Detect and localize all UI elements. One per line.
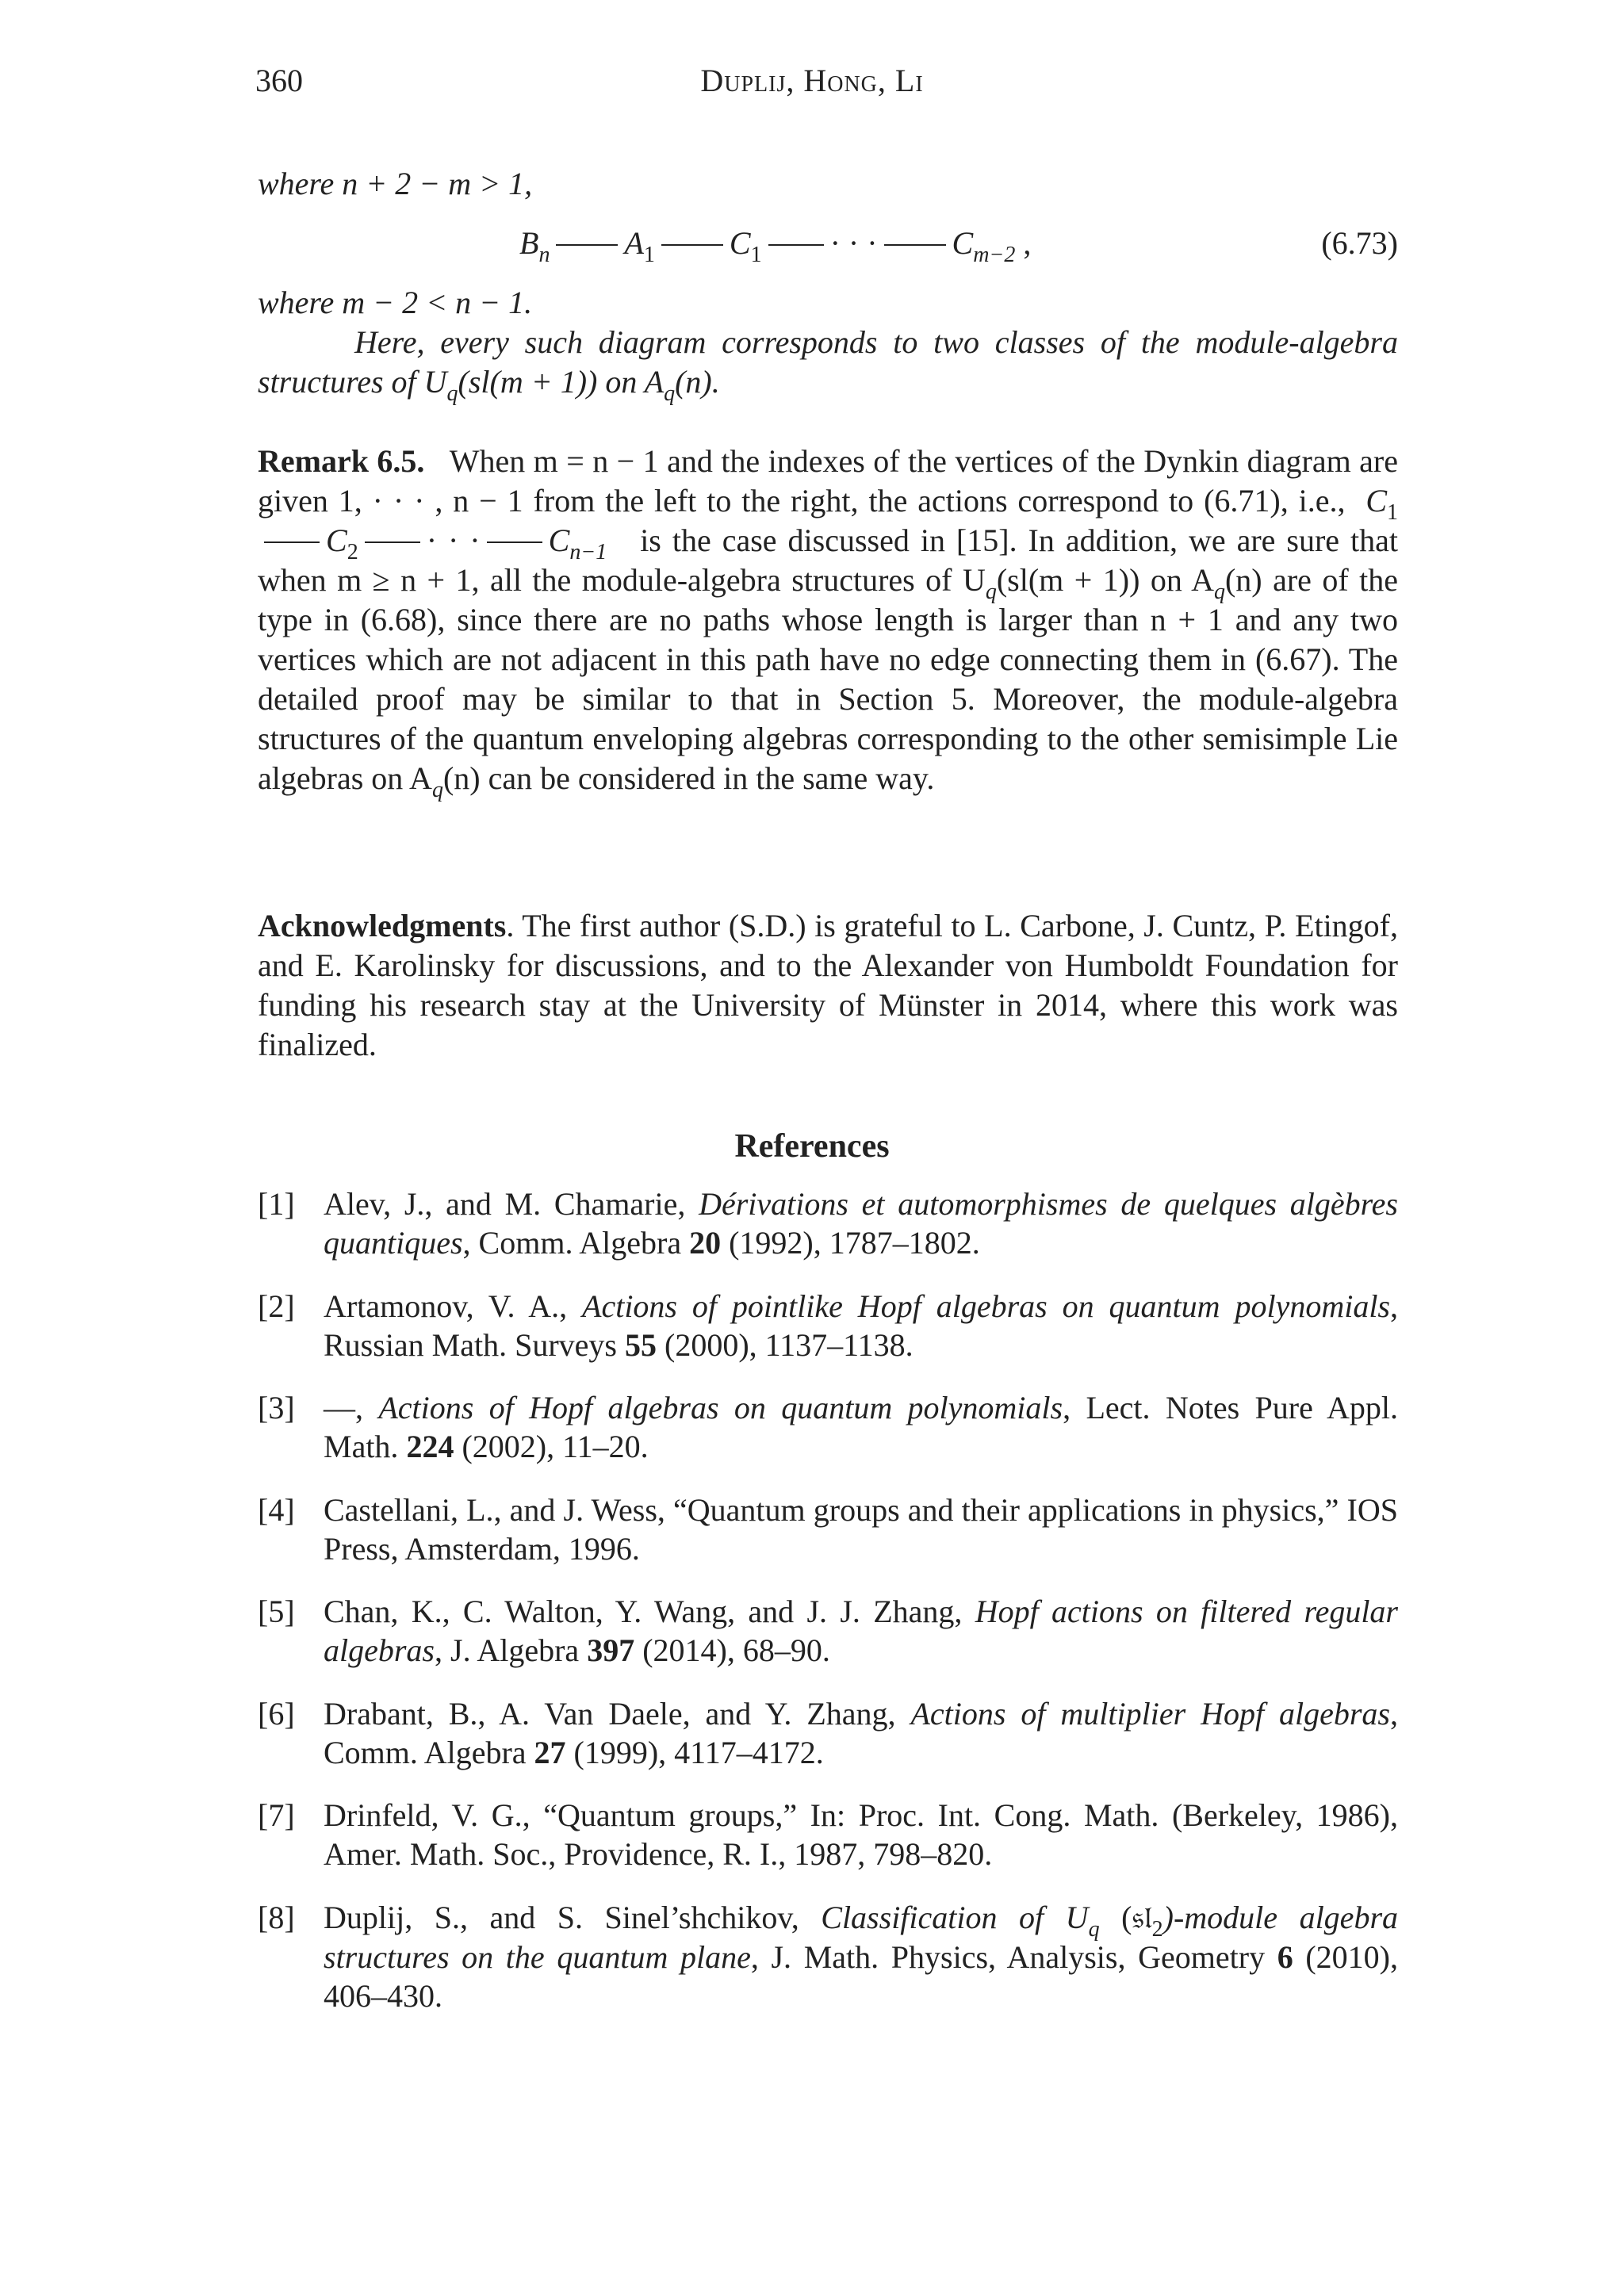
reference-title: Classification of U xyxy=(821,1900,1089,1935)
reference-authors: —, xyxy=(324,1390,379,1425)
remark-label: Remark 6.5. xyxy=(258,443,425,479)
reference-number: [1] xyxy=(258,1186,295,1222)
remark-6-5: Remark 6.5. When m = n − 1 and the indexes of the vertices of the Dynkin diagram are given 1, · · · , n − 1 from the left to the right, the actions correspond to (6.71), i.e., $C_1C_2$ · · · $C_{n-1}$ is the case discussed in [15]. In addition, we are sure that when m ≥ n + 1, all the module-algebra structures of $U_q(sl(m + 1))$ on $A_q(n)$ are of the type in (6.68), since there are no paths whose length is larger than n + 1 and any two vertices which are not adjacent in this path have no edge connecting them in (6.67). The detailed proof may be similar to that in Section 5. Moreover, the module-algebra structures of the quantum enveloping algebras corresponding to the other semisimple Lie algebras on $A_q(n)$ can be considered in the same way. xyxy=(258,443,1399,802)
reference-authors: Alev, J., and M. Chamarie, xyxy=(324,1186,699,1222)
condition-line-1: where n + 2 − m > 1, xyxy=(258,166,533,201)
references-heading: References xyxy=(734,1128,890,1165)
equation-number: (6.73) xyxy=(1321,225,1398,261)
reference-number: [2] xyxy=(258,1288,295,1324)
remark-text-c: (sl(m + 1)) on A xyxy=(996,562,1214,598)
reference-item xyxy=(258,1694,1398,1772)
reference-volume: 55 xyxy=(625,1327,657,1363)
reference-item xyxy=(258,1287,1398,1364)
reference-authors: Artamonov, V. A., xyxy=(324,1288,583,1324)
reference-year-pages: (2010), 406–430. xyxy=(324,1939,1399,2014)
reference-number: [5] xyxy=(258,1594,295,1629)
reference-journal: , Comm. Algebra xyxy=(324,1696,1399,1770)
reference-authors: Drabant, B., A. Van Daele, and Y. Zhang, xyxy=(324,1696,911,1732)
here-paragraph: Here, every such diagram corresponds to two classes of the module-algebra structures of $U_q(sl(m + 1))$ on $A_q(n)$. xyxy=(258,324,1398,406)
reference-volume: 20 xyxy=(689,1225,722,1261)
reference-title-frak: 𝔰𝔩 xyxy=(1132,1900,1152,1936)
remark-text-d: (n) are of the type in (6.68), since there are no paths whose length is larger than n + 1 and any two vertices which are not adjacent in this path have no edge connecting them in (6.67). The detailed proof may be similar to that in Section 5. Moreover, the module-algebra structures of the quantum enveloping algebras corresponding to the other semisimple Lie algebras on A xyxy=(258,562,1399,796)
acknowledgments-text: . The first author (S.D.) is grateful to L. Carbone, J. Cuntz, P. Etingof, and E. Karolinsky for discussions, and to the Alexander von Humboldt Foundation for funding his research stay at the University of Münster in 2014, where this work was finalized. xyxy=(258,908,1398,1062)
acknowledgments xyxy=(258,906,1398,1065)
here-text-3: (n). xyxy=(675,364,720,400)
reference-item xyxy=(258,1592,1398,1670)
reference-volume: 397 xyxy=(587,1632,635,1668)
reference-volume: 6 xyxy=(1277,1939,1293,1975)
reference-number: [3] xyxy=(258,1390,295,1425)
reference-title: Actions of Hopf algebras on quantum polynomials xyxy=(378,1390,1063,1425)
reference-number: [6] xyxy=(258,1696,295,1732)
reference-title-paren: ( xyxy=(1099,1900,1132,1935)
reference-journal: , J. Algebra xyxy=(435,1632,588,1668)
condition-line-2: where m − 2 < n − 1. xyxy=(258,285,533,320)
reference-authors: Chan, K., C. Walton, Y. Wang, and J. J. Zhang, xyxy=(324,1594,975,1629)
acknowledgments-label: Acknowledgments xyxy=(258,908,507,943)
here-text-2: (sl(m + 1)) on A xyxy=(458,364,665,400)
remark-text-e: (n) can be considered in the same way. xyxy=(442,760,935,796)
reference-number: [8] xyxy=(258,1900,295,1935)
reference-journal: , J. Math. Physics, Analysis, Geometry xyxy=(750,1939,1277,1975)
reference-year-pages: (2002), 11–20. xyxy=(454,1429,649,1464)
reference-title: Actions of multiplier Hopf algebras xyxy=(910,1696,1391,1732)
here-text: Here, every such diagram corresponds to two classes of the module-algebra structures of U xyxy=(258,324,1398,400)
reference-volume: 224 xyxy=(406,1429,454,1464)
reference-item: [8] Duplij, S., and S. Sinel’shchikov, Classification of $U_q$ (𝔰𝔩$_2$)-module algebra structures on the quantum plane, J. Math. Physics, Analysis, Geometry 6 (2010), 406–430. xyxy=(258,1900,1399,2014)
page-number: 360 xyxy=(255,63,303,98)
reference-journal: , Comm. Algebra xyxy=(462,1225,690,1261)
reference-item xyxy=(258,1184,1398,1262)
dynkin-chain-equation: $B_n$ $A_1$ $C_1$ · · · $C_{m-2}$ , xyxy=(519,225,1032,267)
reference-number: [4] xyxy=(258,1492,295,1528)
reference-title: Hopf actions on filtered regular algebras xyxy=(324,1594,1399,1668)
reference-title: Dérivations et automorphismes de quelques algèbres quantiques xyxy=(324,1186,1398,1261)
running-header-authors: Duplij, Hong, Li xyxy=(700,63,924,98)
reference-item xyxy=(258,1796,1398,1873)
reference-text: Castellani, L., and J. Wess, “Quantum groups and their applications in physics,” IOS Press, Amsterdam, 1996. xyxy=(324,1492,1398,1567)
equation-6-73 xyxy=(0,224,1624,267)
reference-year-pages: (2014), 68–90. xyxy=(634,1632,830,1668)
reference-journal: , Lect. Notes Pure Appl. Math. xyxy=(324,1390,1399,1464)
remark-text-a: When m = n − 1 and the indexes of the vertices of the Dynkin diagram are given 1, · · · , n − 1 from the left to the right, the actions correspond to (6.71), i.e., xyxy=(258,443,1398,519)
reference-volume: 27 xyxy=(534,1735,566,1770)
remark-text-b: is the case discussed in [15]. In addition, we are sure that when m ≥ n + 1, all the module-algebra structures of U xyxy=(258,522,1399,598)
reference-text: Drinfeld, V. G., “Quantum groups,” In: Proc. Int. Cong. Math. (Berkeley, 1986), Amer. Math. Soc., Providence, R. I., 1987, 798–820. xyxy=(324,1797,1398,1872)
reference-number: [7] xyxy=(258,1797,295,1833)
reference-item xyxy=(258,1388,1398,1466)
reference-title-rest: )-module algebra structures on the quantum plane xyxy=(324,1900,1399,1975)
reference-year-pages: (1992), 1787–1802. xyxy=(721,1225,980,1261)
reference-journal: , Russian Math. Surveys xyxy=(324,1288,1398,1363)
reference-title: Actions of pointlike Hopf algebras on quantum polynomials xyxy=(582,1288,1390,1324)
remark-dynkin-chain: $C_1C_2$ · · · $C_{n-1}$ xyxy=(258,483,1398,558)
reference-item xyxy=(258,1490,1398,1568)
reference-authors: Duplij, S., and S. Sinel’shchikov, xyxy=(324,1900,822,1935)
reference-year-pages: (1999), 4117–4172. xyxy=(565,1735,824,1770)
reference-year-pages: (2000), 1137–1138. xyxy=(657,1327,914,1363)
